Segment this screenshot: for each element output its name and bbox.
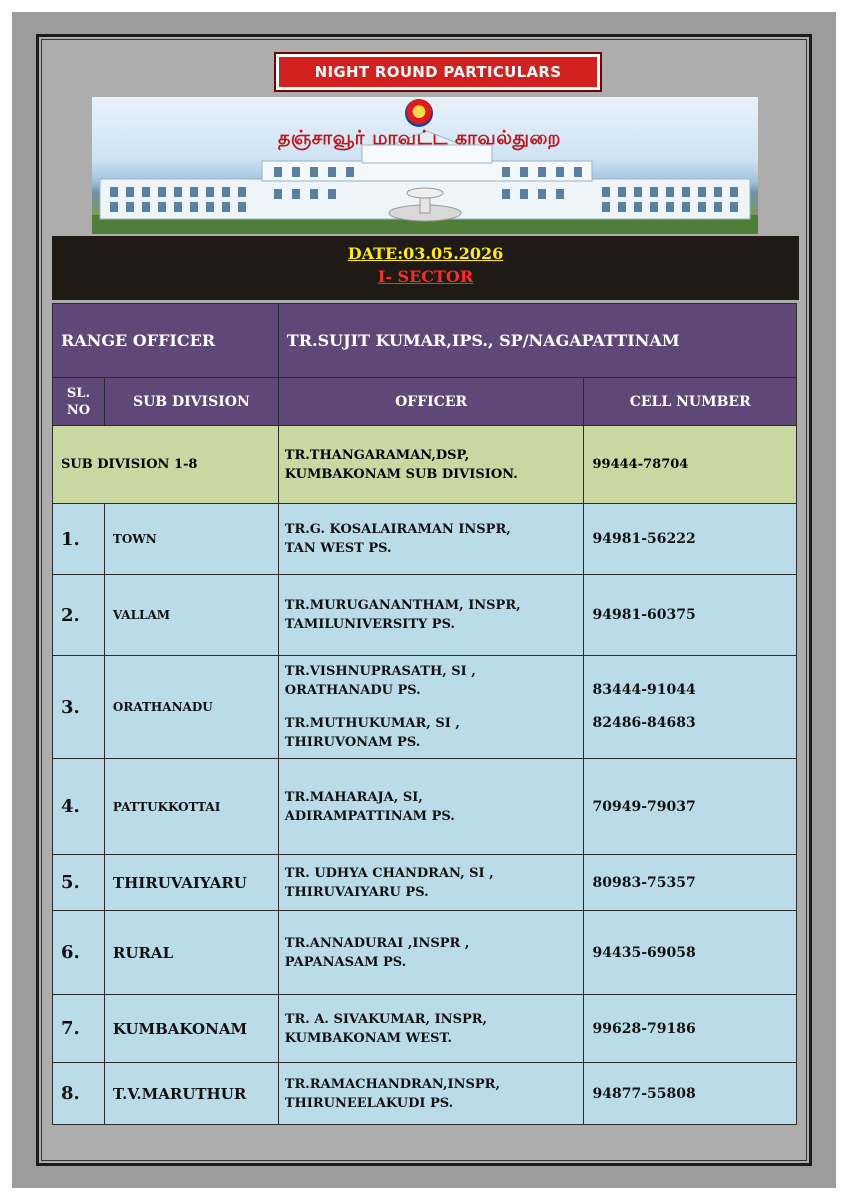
row-cell-number: 94877-55808 [584, 1063, 797, 1125]
table-row [53, 504, 797, 575]
row-officer [278, 1063, 584, 1125]
officer-line: TR. UDHYA CHANDRAN, SI , [284, 865, 494, 881]
officer-line: TR.VISHNUPRASATH, SI , [284, 664, 476, 679]
row-cell-number: 94981-60375 [584, 575, 797, 656]
row-sub-division: VALLAM [104, 575, 278, 656]
officer-line: TR.MAHARAJA, SI, [284, 789, 423, 805]
table-row [53, 911, 797, 995]
officer-line: THIRUVONAM PS. [284, 735, 421, 750]
row-sl-no: 6. [53, 911, 105, 995]
table-row [53, 656, 797, 759]
row-sub-division: KUMBAKONAM [104, 995, 278, 1063]
officer-line: KUMBAKONAM SUB DIVISION. [284, 466, 518, 482]
night-round-table [52, 303, 797, 1125]
row-sl-no: 1. [53, 504, 105, 575]
table-row [53, 759, 797, 855]
row-sl-no: 5. [53, 855, 105, 911]
row-officer [278, 575, 584, 656]
row-cell-number: 94981-56222 [584, 504, 797, 575]
officer-line: THIRUNEELAKUDI PS. [284, 1095, 454, 1111]
banner-title: தஞ்சாவூர் மாவட்ட காவல்துறை [278, 127, 561, 149]
officer-line: TR.MURUGANANTHAM, INSPR, [284, 598, 521, 613]
page-title: NIGHT ROUND PARTICULARS [276, 54, 600, 90]
column-header-row [53, 378, 797, 426]
officer-line: KUMBAKONAM WEST. [284, 1030, 453, 1046]
cell-number-line: 83444-91044 [592, 682, 696, 698]
col-officer: OFFICER [278, 378, 584, 426]
officer-line: TR. A. SIVAKUMAR, INSPR, [284, 1011, 488, 1027]
officer-line: TR.RAMACHANDRAN,INSPR, [284, 1076, 500, 1092]
officer-line: TR.MUTHUKUMAR, SI , [284, 716, 460, 731]
sub-division-label: SUB DIVISION 1-8 [53, 426, 279, 504]
row-officer [278, 911, 584, 995]
officer-line: ORATHANADU PS. [284, 683, 421, 698]
officer-line: TAMILUNIVERSITY PS. [284, 617, 456, 632]
row-sl-no: 7. [53, 995, 105, 1063]
row-cell-number: 99628-79186 [584, 995, 797, 1063]
range-officer-label: RANGE OFFICER [53, 304, 279, 378]
row-sub-division: T.V.MARUTHUR [104, 1063, 278, 1125]
row-sub-division: TOWN [104, 504, 278, 575]
row-officer [278, 759, 584, 855]
row-officer [278, 504, 584, 575]
date-label: DATE:03.05.2026 [347, 244, 504, 263]
officer-line: THIRUVAIYARU PS. [284, 884, 429, 900]
officer-line: PAPANASAM PS. [284, 954, 407, 970]
row-sub-division: THIRUVAIYARU [104, 855, 278, 911]
table-row [53, 575, 797, 656]
col-sub-division: SUB DIVISION [104, 378, 278, 426]
row-sl-no: 4. [53, 759, 105, 855]
row-sub-division: PATTUKKOTTAI [104, 759, 278, 855]
officer-line: TR.ANNADURAI ,INSPR , [284, 935, 470, 951]
spacer [285, 700, 584, 714]
sub-division-officer [278, 426, 584, 504]
officer-line: TAN WEST PS. [284, 541, 392, 556]
row-officer [278, 855, 584, 911]
row-cell-number [584, 656, 797, 759]
col-cell-number: CELL NUMBER [584, 378, 797, 426]
officer-line: TR.G. KOSALAIRAMAN INSPR, [284, 522, 511, 537]
sector-label: I- SECTOR [377, 267, 474, 286]
row-sl-no: 8. [53, 1063, 105, 1125]
range-officer-name: TR.SUJIT KUMAR,IPS., SP/NAGAPATTINAM [278, 304, 796, 378]
row-officer [278, 995, 584, 1063]
officer-line: ADIRAMPATTINAM PS. [284, 808, 455, 824]
table-row [53, 1063, 797, 1125]
row-cell-number: 70949-79037 [584, 759, 797, 855]
row-officer [278, 656, 584, 759]
col-sl-no: SL. NO [53, 378, 105, 426]
sub-division-row [53, 426, 797, 504]
row-sub-division: RURAL [104, 911, 278, 995]
row-sl-no: 2. [53, 575, 105, 656]
date-band [52, 236, 799, 300]
police-emblem-icon [405, 99, 433, 127]
row-sl-no: 3. [53, 656, 105, 759]
table-row [53, 855, 797, 911]
row-cell-number: 94435-69058 [584, 911, 797, 995]
sub-division-cell: 99444-78704 [584, 426, 797, 504]
range-officer-row [53, 304, 797, 378]
row-sub-division: ORATHANADU [104, 656, 278, 759]
table-row [53, 995, 797, 1063]
spacer [592, 700, 796, 714]
officer-line: TR.THANGARAMAN,DSP, [284, 447, 470, 463]
cell-number-line: 82486-84683 [592, 715, 696, 731]
police-office-banner [92, 97, 758, 234]
row-cell-number: 80983-75357 [584, 855, 797, 911]
